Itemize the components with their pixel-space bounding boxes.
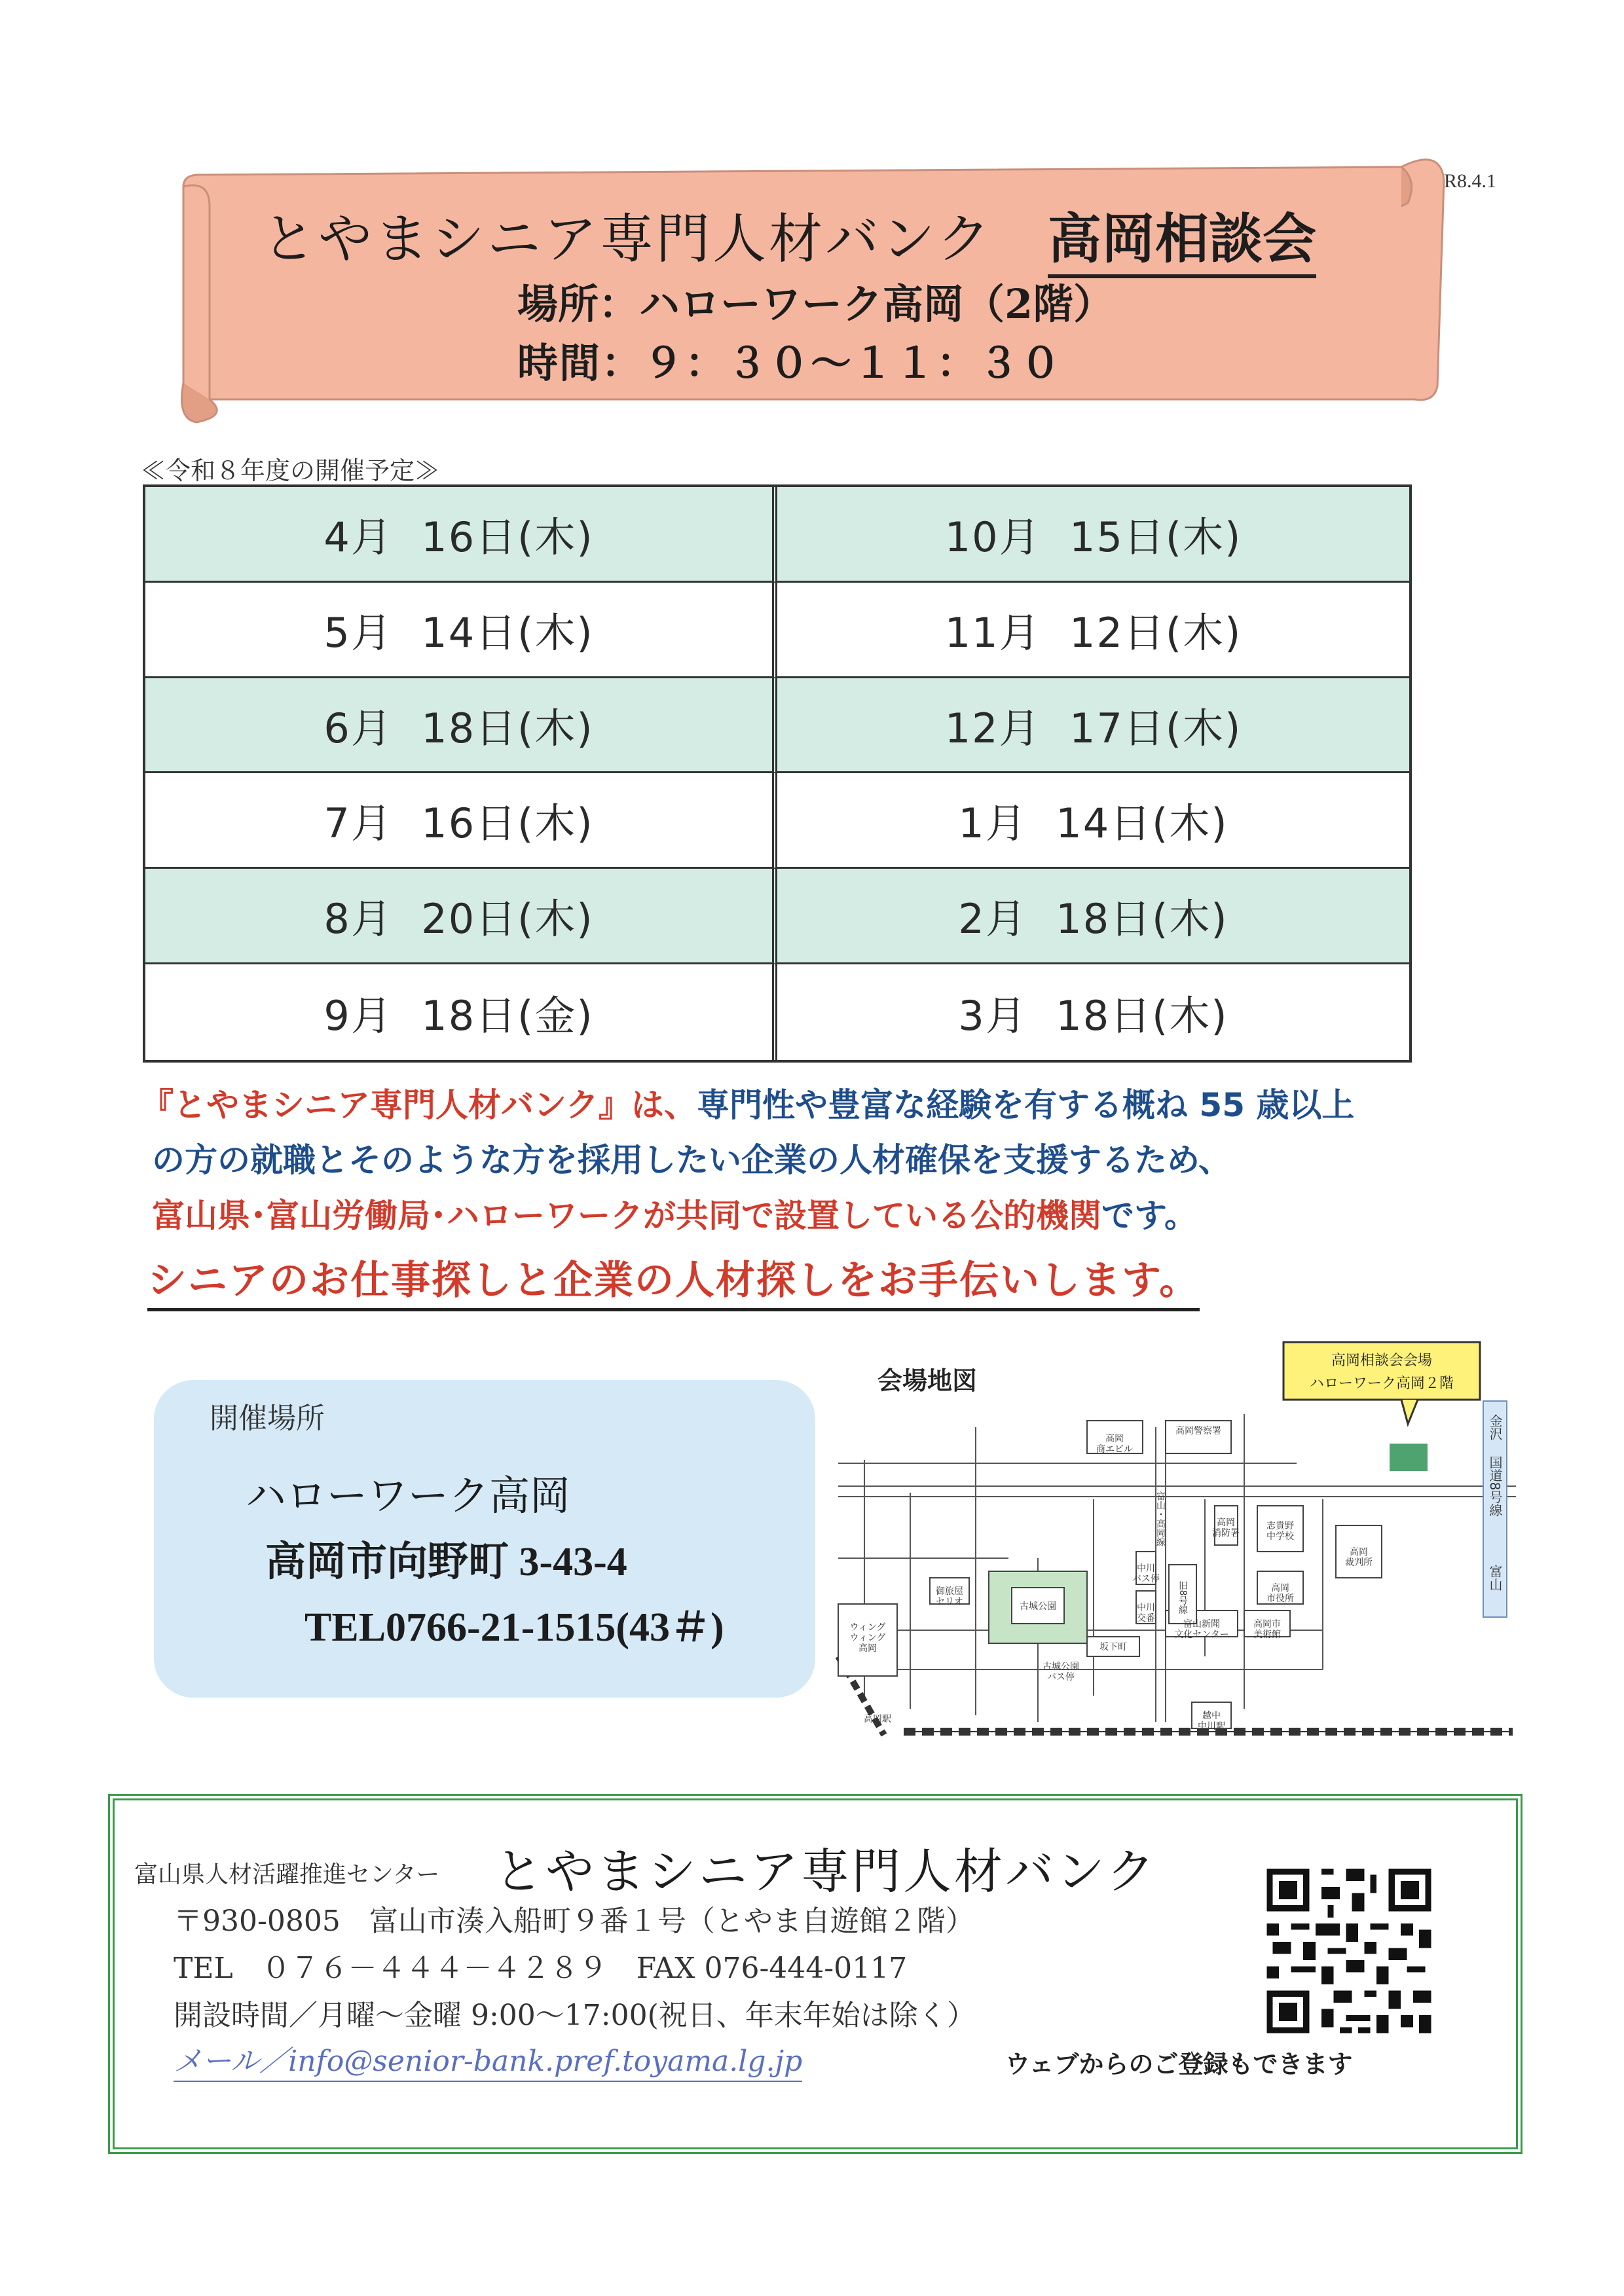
map-label-nakagawa-bus: 中川バス停 (1132, 1563, 1160, 1585)
map-label-police: 高岡警察署 (1175, 1426, 1221, 1436)
map-label-fire: 高岡消防署 (1212, 1518, 1240, 1539)
map-label-school: 志貴野中学校 (1266, 1521, 1294, 1542)
schedule-date: 1月 14日(木) (777, 773, 1409, 869)
map-title: 会場地図 (877, 1366, 978, 1395)
description-text: です。 (1101, 1197, 1197, 1235)
map-label-court: 高岡裁判所 (1345, 1547, 1373, 1569)
map-label-route8: 国道8号線 (1487, 1455, 1503, 1517)
map-label-old8: 旧8号線 (1177, 1580, 1188, 1614)
map-label-kojo-bus: 古城公園バス停 (1043, 1662, 1079, 1683)
callout-line-2: ハローワーク高岡２階 (1309, 1376, 1454, 1392)
map-label-kanazawa: 金沢 (1487, 1414, 1503, 1440)
org-name: とやまシニア専門人材バンク (494, 1844, 1158, 1900)
description-line-3 (152, 1190, 1197, 1237)
venue-map (825, 1329, 1539, 1761)
map-label-wing: ウィングウィング高岡 (849, 1622, 886, 1654)
venue-marker (1390, 1444, 1428, 1471)
map-label-city-hall: 高岡市役所 (1266, 1583, 1294, 1605)
schedule-date: 12月 17日(木) (777, 678, 1409, 774)
version-label: R8.4.1 (1444, 170, 1497, 192)
venue-name: ハローワーク高岡 (246, 1472, 571, 1520)
map-label-serio: 御旅屋セリオ (936, 1586, 963, 1608)
description-line-2: の方の就職とそのような方を採用したい企業の人材確保を支援するため、 (152, 1141, 1231, 1179)
schedule-date: 5月 14日(木) (145, 583, 777, 678)
schedule-date: 4月 16日(木) (145, 487, 777, 583)
page-subtitle: 高岡相談会 (1048, 196, 1316, 278)
qr-code-icon[interactable] (1261, 1863, 1437, 2039)
org-email-link[interactable]: メール／info@senior-bank.pref.toyama.lg.jp (174, 2037, 802, 2082)
venue-label: 開催場所 (210, 1402, 325, 1435)
map-label-hospital: 坂下町 (1099, 1642, 1127, 1652)
web-registration-note: ウェブからのご登録もできます (1005, 2050, 1353, 2079)
description-text: 専門性や豊富な経験を有する概ね 55 歳以上 (697, 1086, 1355, 1124)
org-address: 〒930-0805 富山市湊入船町９番１号（とやま自遊館２階） (174, 1904, 974, 1938)
schedule-date: 11月 12日(木) (777, 583, 1409, 678)
schedule-date: 6月 18日(木) (145, 678, 777, 774)
schedule-table (143, 484, 1412, 1063)
schedule-date: 2月 18日(木) (777, 869, 1409, 964)
institution-highlight: 富山県･富山労働局･ハローワークが共同で設置している公的機関 (152, 1197, 1101, 1235)
callout-line-1: 高岡相談会会場 (1331, 1353, 1433, 1369)
map-label-culture: 富山新聞文化センター (1174, 1619, 1229, 1641)
map-label-route-name: 富山・高岡線 (1155, 1491, 1166, 1546)
description-line-1 (141, 1079, 1354, 1126)
map-label-etchu-nakagawa: 越中中川駅 (1198, 1711, 1225, 1732)
map-label-park: 古城公園 (1020, 1601, 1056, 1612)
org-hours: 開設時間／月曜～金曜 9:00～17:00(祝日、年末年始は除く） (174, 1999, 976, 2032)
venue-phone: TEL0766-21-1515(43＃) (304, 1605, 724, 1650)
schedule-caption: ≪令和８年度の開催予定≫ (141, 456, 440, 485)
map-label-hall: 高岡商エビル (1096, 1434, 1133, 1455)
tagline: シニアのお仕事探しと企業の人材探しをお手伝いします。 (147, 1249, 1200, 1311)
org-label: 富山県人材活躍推進センター (134, 1861, 440, 1888)
event-time: 時間：９：３０～１１：３０ (517, 339, 1063, 387)
schedule-date: 8月 20日(木) (145, 869, 777, 964)
org-phone: TEL ０７６－４４４－４２８９ FAX 076-444-0117 (174, 1952, 908, 1985)
page-title: とやまシニア専門人材バンク (262, 208, 993, 270)
map-label-takaoka-station: 高岡駅 (864, 1714, 891, 1724)
event-place: 場所：ハローワーク高岡（2階） (517, 280, 1115, 328)
map-label-koban: 中川交番 (1137, 1603, 1155, 1624)
org-name-highlight: 『とやまシニア専門人材バンク』は、 (141, 1086, 697, 1124)
map-label-toyama: 富山 (1487, 1565, 1503, 1591)
schedule-date: 10月 15日(木) (777, 487, 1409, 583)
venue-address: 高岡市向野町 3-43-4 (265, 1540, 627, 1584)
map-label-museum: 高岡市美術館 (1253, 1619, 1281, 1641)
schedule-date: 9月 18日(金) (145, 964, 777, 1060)
schedule-date: 7月 16日(木) (145, 773, 777, 869)
schedule-date: 3月 18日(木) (958, 991, 1228, 1040)
